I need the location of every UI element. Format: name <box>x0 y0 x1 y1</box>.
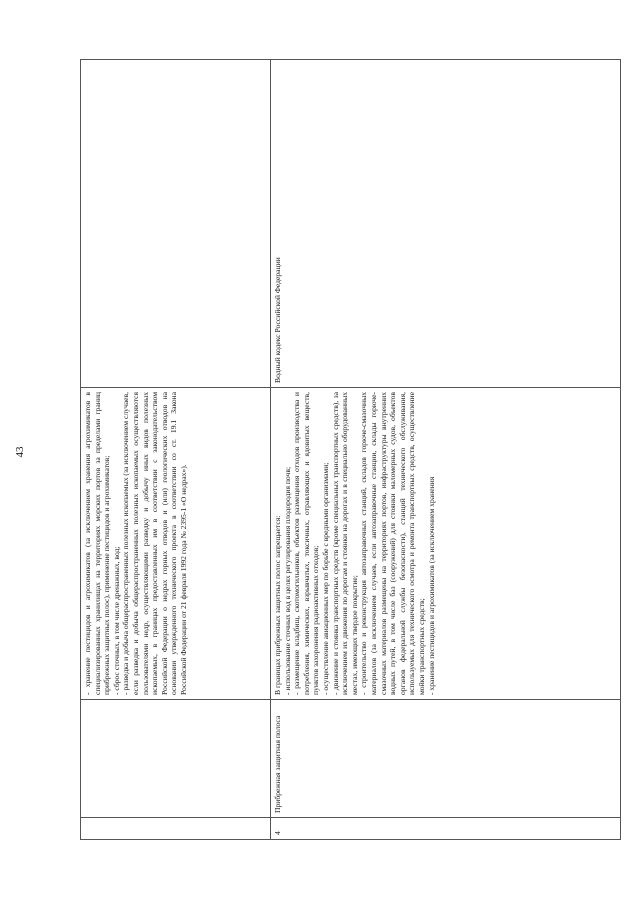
restriction-line: - разведка и добыча общераспространенных полезных ископаемых (за исключением случаев, если разведка и добыча общераспространенных полезных ископаемых осуществляются пользователями недр, осуществляющими разведку и добычу иных видов полезных ископаемых, в границах предоставленных им в соответствии с законодательством Российской Федерации о недрах горных отводов и (или) геологических отводов на основании утвержденного технического проекта в соответствии со ст. 19.1 Закона Российской Федерации от 21 февраля 1992 года № 2395-1 «О недрах»). <box>121 392 188 695</box>
restriction-line: - движение и стоянка транспортных средств (кроме специальных транспортных средств), за исключением их движения по дорогам и стоянки на дорогах и в специально оборудованных местах, имеющих твердое покрытие; <box>330 392 359 695</box>
restriction-line: - строительство и реконструкция автозаправочных станций, складов горюче-смазочных материалов (за исключением случаев, если автозаправочные станции, склады горюче-смазочных материалов размещены на территориях портов, инфраструктуры внутренних водных путей, в том числе баз (сооружений) для стоянки маломерных судов, объектов органов федеральной службы безопасности), станций технического обслуживания, используемых для технического осмотра и ремонта транспортных средств, осуществление мойки транспортных средств; <box>359 392 426 695</box>
row-number: 4 <box>271 818 621 840</box>
restriction-line: - хранение пестицидов и агрохимикатов (за исключением хранения <box>426 476 436 695</box>
zone-name: Прибрежная защитная полоса <box>271 700 621 818</box>
restrictions-cell <box>271 388 621 700</box>
restriction-line: - сброс сточных, в том числе дренажных, вод; <box>111 546 121 695</box>
table-row <box>81 60 271 840</box>
restriction-line: - хранение пестицидов и агрохимикатов (за исключением хранения агрохимикатов в специализированных хранилищах на территориях морских портов за пределами границ прибрежных защитных полос), применение пестицидов и агрохимикатов; <box>83 392 112 695</box>
rotated-table-container <box>80 60 620 840</box>
source-cell: Водный кодекс Российской Федерации <box>271 60 621 388</box>
page-number: 43 <box>14 446 26 458</box>
restriction-line: - размещение кладбищ, скотомогильников, объектов размещения отходов производства и потребления, химических, взрывчатых, токсичных, отравляющих и ядовитых веществ, пунктов захоронения радиоактивных отходов; <box>292 392 321 695</box>
restriction-line: - осуществление авиационных мер по борьбе с вредными организмами; <box>320 462 330 695</box>
restriction-line: В границах прибрежных защитных полос запрещается: <box>273 515 282 695</box>
zones-table <box>80 59 621 840</box>
restrictions-cell <box>81 388 271 700</box>
source-cell <box>81 60 271 388</box>
zone-name <box>81 700 271 818</box>
table-row <box>271 60 621 840</box>
row-number <box>81 818 271 840</box>
restriction-line: - использование сточных вод в целях регулирования плодородия почв; <box>282 466 292 695</box>
